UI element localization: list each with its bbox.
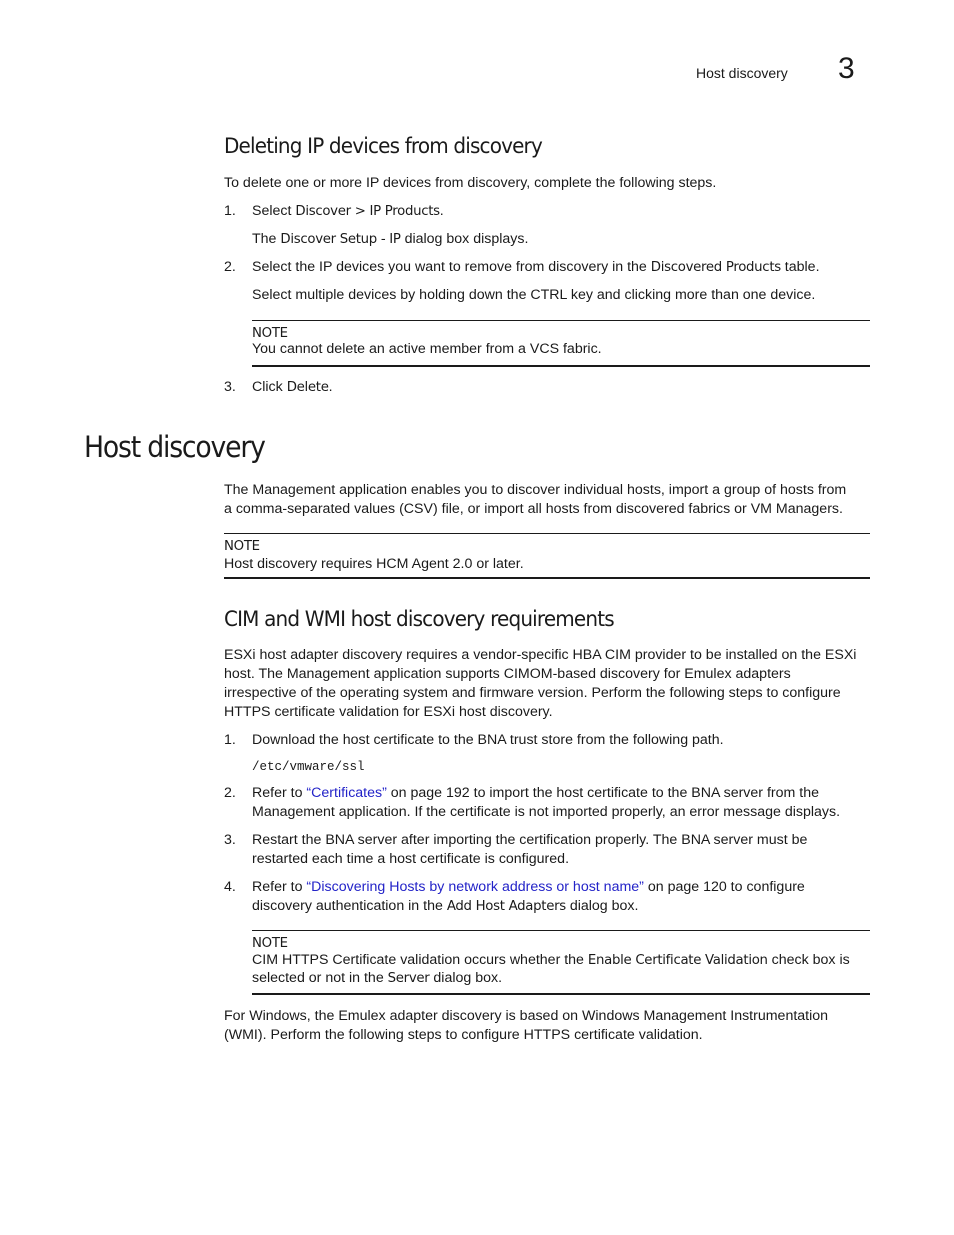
note-rule-bottom xyxy=(252,365,870,367)
button-name-delete: Delete xyxy=(286,380,329,395)
cim-outro-line-2: (WMI). Perform the following steps to configure HTTPS certificate validation. xyxy=(224,1027,703,1043)
cim-wmi-heading: CIM and WMI host discovery requirements xyxy=(224,607,614,632)
discovering-hosts-link[interactable]: “Discovering Hosts by network address or host name” xyxy=(306,879,644,895)
delete-step-1-number: 1. xyxy=(224,203,236,219)
note-label: NOTE xyxy=(252,326,288,341)
delete-step-1-result: The Discover Setup - IP dialog box displays. xyxy=(252,231,529,247)
cim-step-4-line-2: discovery authentication in the Add Host Adapters dialog box. xyxy=(252,898,639,914)
chapter-number: 3 xyxy=(838,52,855,85)
note-text: Host discovery requires HCM Agent 2.0 or later. xyxy=(224,556,524,572)
cim-step-2-number: 2. xyxy=(224,785,236,801)
delete-step-1: Select Discover > IP Products. xyxy=(252,203,444,219)
delete-step-2-detail: Select multiple devices by holding down the CTRL key and clicking more than one device. xyxy=(252,287,816,303)
note-rule-top xyxy=(252,930,870,931)
cim-intro-line-3: irrespective of the operating system and firmware version. Perform the following steps to configure xyxy=(224,685,841,701)
cim-step-2-line-2: Management application. If the certificate is not imported properly, an error message displays. xyxy=(252,804,841,820)
delete-step-2: Select the IP devices you want to remove from discovery in the Discovered Products table. xyxy=(252,259,820,275)
running-header-title: Host discovery xyxy=(696,65,788,81)
cim-intro-line-4: HTTPS certificate validation for ESXi host discovery. xyxy=(224,704,553,720)
note-rule-top xyxy=(224,533,870,534)
menu-path-discover-ip-products: Discover > IP Products xyxy=(295,204,440,219)
dialog-name-discover-setup-ip: Discover Setup - IP xyxy=(280,232,401,247)
note-rule-top xyxy=(252,320,870,321)
cim-outro-line-1: For Windows, the Emulex adapter discovery is based on Windows Management Instrumentation xyxy=(224,1008,829,1024)
cim-step-4-number: 4. xyxy=(224,879,236,895)
cim-step-2-line-1: Refer to “Certificates” on page 192 to import the host certificate to the BNA server from the xyxy=(252,785,820,801)
cim-step-1-number: 1. xyxy=(224,732,236,748)
note-text-line-1: CIM HTTPS Certificate validation occurs whether the Enable Certificate Validation check box is xyxy=(252,952,850,968)
cim-step-4-line-1: Refer to “Discovering Hosts by network address or host name” on page 120 to configure xyxy=(252,879,805,895)
cim-intro-line-2: host. The Management application supports CIMOM-based discovery for Emulex adapters xyxy=(224,666,791,682)
delete-step-2-number: 2. xyxy=(224,259,236,275)
host-intro-line-2: a comma-separated values (CSV) file, or import all hosts from discovered fabrics or VM Managers. xyxy=(224,501,843,517)
host-discovery-heading: Host discovery xyxy=(84,430,265,464)
cim-step-1: Download the host certificate to the BNA trust store from the following path. xyxy=(252,732,724,748)
cim-intro-line-1: ESXi host adapter discovery requires a vendor-specific HBA CIM provider to be installed on the ESXi xyxy=(224,647,857,663)
deleting-ip-devices-heading: Deleting IP devices from discovery xyxy=(224,134,542,159)
delete-step-3: Click Delete. xyxy=(252,379,333,395)
cim-step-3-number: 3. xyxy=(224,832,236,848)
cim-step-3-line-1: Restart the BNA server after importing the certification properly. The BNA server must be xyxy=(252,832,808,848)
host-intro-line-1: The Management application enables you to discover individual hosts, import a group of hosts from xyxy=(224,482,847,498)
note-rule-bottom xyxy=(224,577,870,579)
delete-intro: To delete one or more IP devices from discovery, complete the following steps. xyxy=(224,175,717,191)
table-name-discovered-products: Discovered Products xyxy=(650,260,781,275)
note-label: NOTE xyxy=(252,936,288,951)
certificate-path: /etc/vmware/ssl xyxy=(252,760,365,774)
cim-step-3-line-2: restarted each time a host certificate is configured. xyxy=(252,851,570,867)
checkbox-name-enable-certificate-validation: Enable Certificate Validation xyxy=(587,953,768,968)
delete-step-3-number: 3. xyxy=(224,379,236,395)
note-text: You cannot delete an active member from a VCS fabric. xyxy=(252,341,602,357)
certificates-link[interactable]: “Certificates” xyxy=(306,785,387,801)
note-label: NOTE xyxy=(224,539,260,554)
note-rule-bottom xyxy=(252,993,870,995)
note-text-line-2: selected or not in the Server dialog box. xyxy=(252,970,503,986)
dialog-name-add-host-adapters: Add Host Adapters xyxy=(446,899,566,914)
dialog-name-server: Server xyxy=(387,971,430,986)
